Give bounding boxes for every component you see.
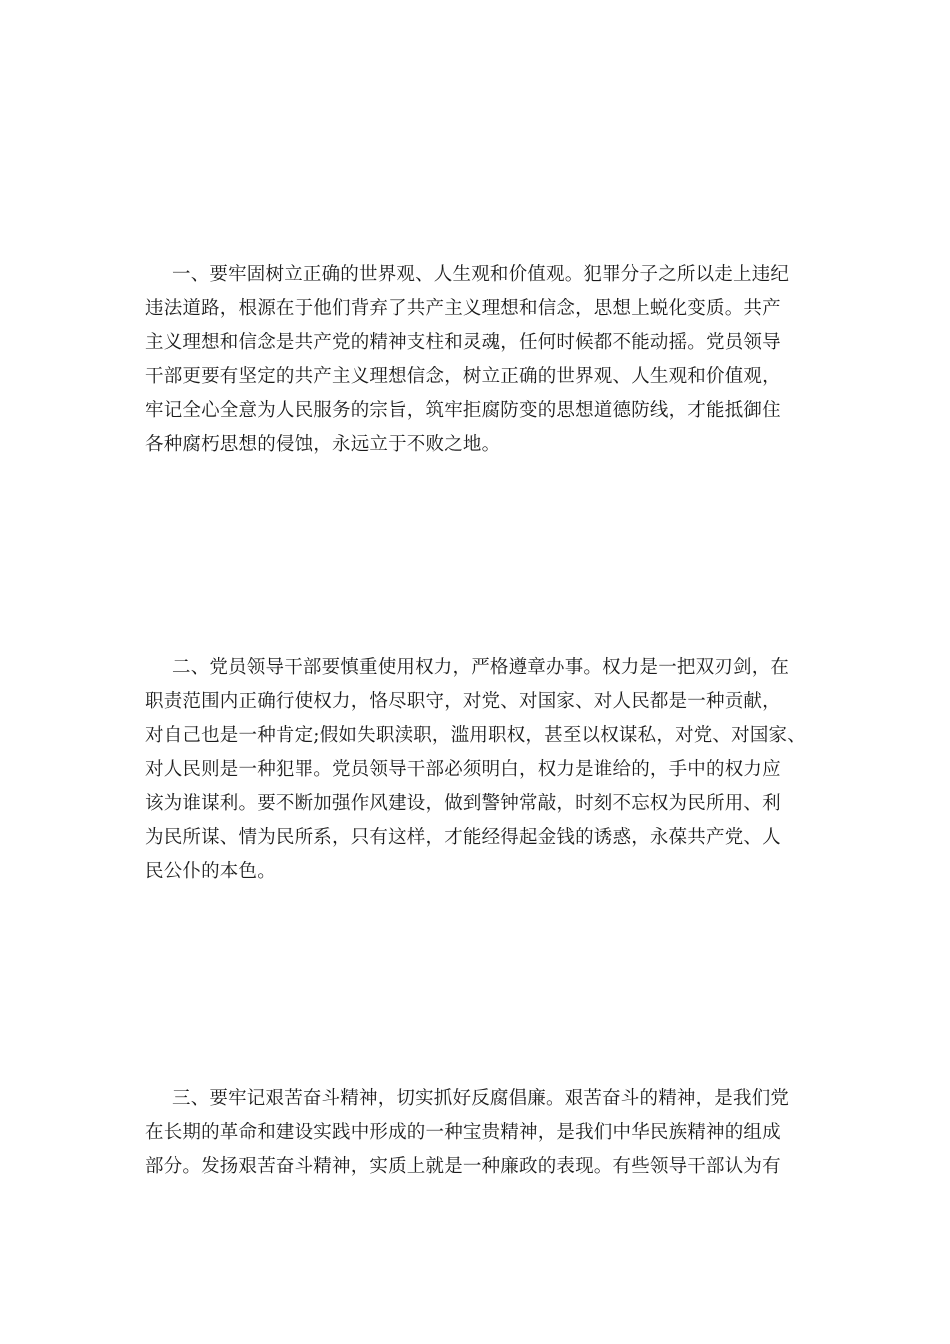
- paragraph-line: 干部更要有坚定的共产主义理想信念，树立正确的世界观、人生观和价值观，: [145, 366, 781, 387]
- paragraph-line: 一、要牢固树立正确的世界观、人生观和价值观。犯罪分子之所以走上违纪: [172, 264, 790, 285]
- paragraph-line: 部分。发扬艰苦奋斗精神，实质上就是一种廉政的表现。有些领导干部认为有: [145, 1156, 781, 1177]
- paragraph-3: [145, 1082, 825, 1184]
- paragraph-line: 对人民则是一种犯罪。党员领导干部必须明白，权力是谁给的，手中的权力应: [145, 759, 781, 780]
- paragraph-line: 在长期的革命和建设实践中形成的一种宝贵精神，是我们中华民族精神的组成: [145, 1122, 781, 1143]
- paragraph-line: 对自己也是一种肯定;假如失职渎职，滥用职权，甚至以权谋私，对党、对国家、: [145, 725, 806, 746]
- paragraph-1: [145, 258, 825, 462]
- paragraph-line: 违法道路，根源在于他们背弃了共产主义理想和信念，思想上蜕化变质。共产: [145, 298, 781, 319]
- paragraph-line: 为民所谋、情为民所系，只有这样，才能经得起金钱的诱惑，永葆共产党、人: [145, 827, 781, 848]
- paragraph-line: 民公仆的本色。: [145, 861, 276, 882]
- paragraph-line: 牢记全心全意为人民服务的宗旨，筑牢拒腐防变的思想道德防线，才能抵御住: [145, 400, 781, 421]
- paragraph-line: 主义理想和信念是共产党的精神支柱和灵魂，任何时候都不能动摇。党员领导: [145, 332, 781, 353]
- paragraph-2: [145, 651, 825, 889]
- paragraph-line: 三、要牢记艰苦奋斗精神，切实抓好反腐倡廉。艰苦奋斗的精神，是我们党: [172, 1088, 790, 1109]
- paragraph-line: 各种腐朽思想的侵蚀，永远立于不败之地。: [145, 434, 501, 455]
- paragraph-line: 二、党员领导干部要慎重使用权力，严格遵章办事。权力是一把双刃剑，在: [172, 657, 790, 678]
- paragraph-line: 该为谁谋利。要不断加强作风建设，做到警钟常敲，时刻不忘权为民所用、利: [145, 793, 781, 814]
- paragraph-line: 职责范围内正确行使权力，恪尽职守，对党、对国家、对人民都是一种贡献，: [145, 691, 781, 712]
